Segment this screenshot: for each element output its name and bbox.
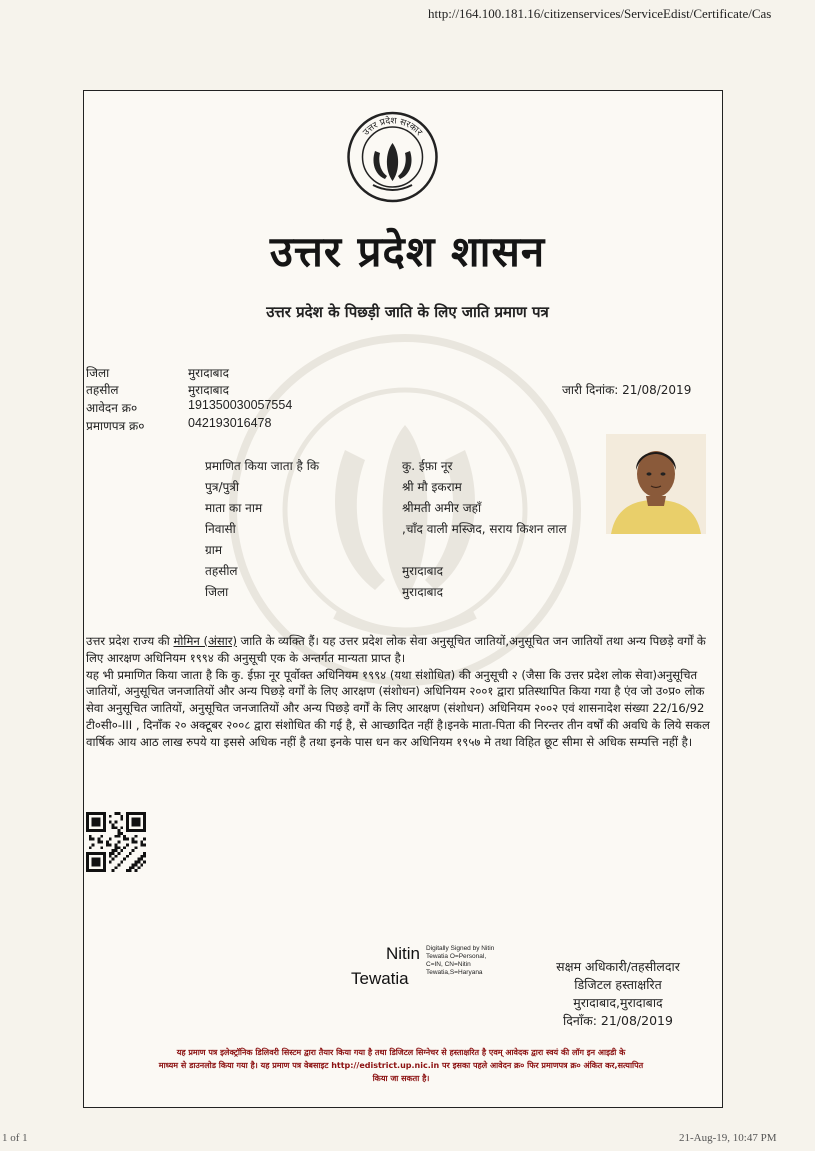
application-number-value: 191350030057554 bbox=[188, 398, 293, 412]
caste-name: मोमिन (अंसार) bbox=[173, 634, 237, 648]
district-value: मुरादाबाद bbox=[188, 366, 230, 380]
certificate-body bbox=[86, 633, 711, 751]
mother-label: माता का नाम bbox=[205, 501, 263, 515]
person-tehsil-label: तहसील bbox=[205, 564, 238, 578]
print-timestamp: 21-Aug-19, 10:47 PM bbox=[679, 1132, 777, 1144]
certificate-number-value: 042193016478 bbox=[188, 416, 272, 430]
village-label: ग्राम bbox=[205, 543, 223, 557]
up-government-emblem-icon bbox=[345, 105, 440, 205]
tehsil-value: मुरादाबाद bbox=[188, 383, 230, 397]
tehsil-label: तहसील bbox=[86, 383, 119, 397]
application-number-label: आवेदन क्र० bbox=[86, 401, 138, 415]
officer-date: दिनाँक: 21/08/2019 bbox=[563, 1013, 673, 1028]
district-label: जिला bbox=[86, 366, 110, 380]
person-district-value: मुरादाबाद bbox=[402, 585, 444, 599]
qr-code-icon bbox=[86, 812, 146, 872]
caste-statement: उत्तर प्रदेश राज्य की मोमिन (अंसार) जाति के व्यक्ति हैं। यह उत्तर प्रदेश लोक सेवा अनुसूचित जातियों,अनुसूचित जन जातियों तथा अन्य पिछड़े वर्गों के लिए आरक्षण अधिनियम १९९४ की अनुसूची एक के अन्तर्गत मान्यता प्राप्त है। bbox=[86, 634, 706, 665]
certificate-number-label: प्रमाणपत्र क्र० bbox=[86, 419, 145, 433]
certify-label: प्रमाणित किया जाता है कि bbox=[205, 459, 320, 473]
officer-place: मुरादाबाद,मुरादाबाद bbox=[573, 995, 663, 1010]
print-url: http://164.100.181.16/citizenservices/ServiceEdist/Certificate/Cas bbox=[428, 6, 772, 21]
officer-block bbox=[528, 958, 708, 1030]
applicant-photo bbox=[606, 434, 706, 534]
page-counter: 1 of 1 bbox=[2, 1132, 28, 1144]
resident-address: ,चाँद वाली मस्जिद, सराय किशन लाल bbox=[402, 522, 567, 536]
eligibility-statement: यह भी प्रमाणित किया जाता है कि कु. ईफ़ा नूर पूर्वोक्त अधिनियम १९९४ (यथा संशोधित) की अनुसूची २ (जैसा कि उत्तर प्रदेश लोक सेवा)अनुसूचित जातियों, अनुसूचित जनजातियों और अन्य पिछड़े वर्गों के लिए आरक्षण (संशोधन) अधिनियम २००१ द्वारा प्रतिस्थापित किया गया है एंव जो उ०प्र० लोक सेवा अनुसूचित जातियों, अनुसूचित जनजातियों और अन्य पिछड़े वर्गों के लिए आरक्षण (संशोधन) अधिनियम २००२ एवं शासनादेश संख्या 22/16/92 टी०सी०-III , दिनाँक २० अक्टूबर २००८ द्वारा संशोधित की गई है, से आच्छादित नहीं है।इनके माता-पिता की निरन्तर तीन वर्षों की अवधि के लिये सकल वार्षिक आय आठ लाख रुपये या इससे अधिक नहीं है तथा इनके पास धन कर अधिनियम १९५७ मे तथा विहित छूट सीमा से अधिक सम्पत्ति नहीं है। bbox=[86, 667, 710, 749]
parent-label: पुत्र/पुत्री bbox=[205, 480, 240, 494]
father-name: श्री मौ इकराम bbox=[402, 480, 462, 494]
signer-name-last: Tewatia bbox=[351, 969, 409, 988]
officer-designation: सक्षम अधिकारी/तहसीलदार bbox=[556, 959, 680, 974]
certificate-subtitle: उत्तर प्रदेश के पिछड़ी जाति के लिए जाति प्रमाण पत्र bbox=[266, 303, 549, 321]
signer-name-first: Nitin bbox=[386, 944, 421, 963]
issue-date: जारी दिनांक: 21/08/2019 bbox=[562, 383, 692, 397]
resident-label: निवासी bbox=[205, 522, 236, 536]
mother-name: श्रीमती अमीर जहाँ bbox=[402, 501, 482, 515]
emblem-text: उत्तर प्रदेश सरकार bbox=[361, 116, 424, 138]
person-tehsil-value: मुरादाबाद bbox=[402, 564, 444, 578]
person-district-label: जिला bbox=[205, 585, 229, 599]
signature-details: Digitally Signed by Nitin Tewatia O=Personal, C=IN, CN=Nitin Tewatia,S=Haryana bbox=[426, 945, 495, 976]
applicant-name: कु. ईफ़ा नूर bbox=[402, 459, 453, 473]
verification-note: यह प्रमाण पत्र इलेक्ट्रॉनिक डिलिवरी सिस्टम द्वारा तैयार किया गया है तथा डिजिटल सिग्नेचर से हस्ताक्षरित है एवम् आवेदक द्वारा स्वयं की लॉग इन आइडी के माध्यम से डाउनलोड किया गया है। यह प्रमाण पत्र वेबसाइट http://edistrict.up.nic.in पर इसका पहले आवेदन क्र० फिर प्रमाणपत्र क्र० अंकित कर,सत्यापित किया जा सकता है। bbox=[158, 1048, 644, 1083]
page-title: उत्तर प्रदेश शासन bbox=[269, 227, 546, 276]
officer-sign-type: डिजिटल हस्ताक्षरित bbox=[574, 977, 662, 992]
